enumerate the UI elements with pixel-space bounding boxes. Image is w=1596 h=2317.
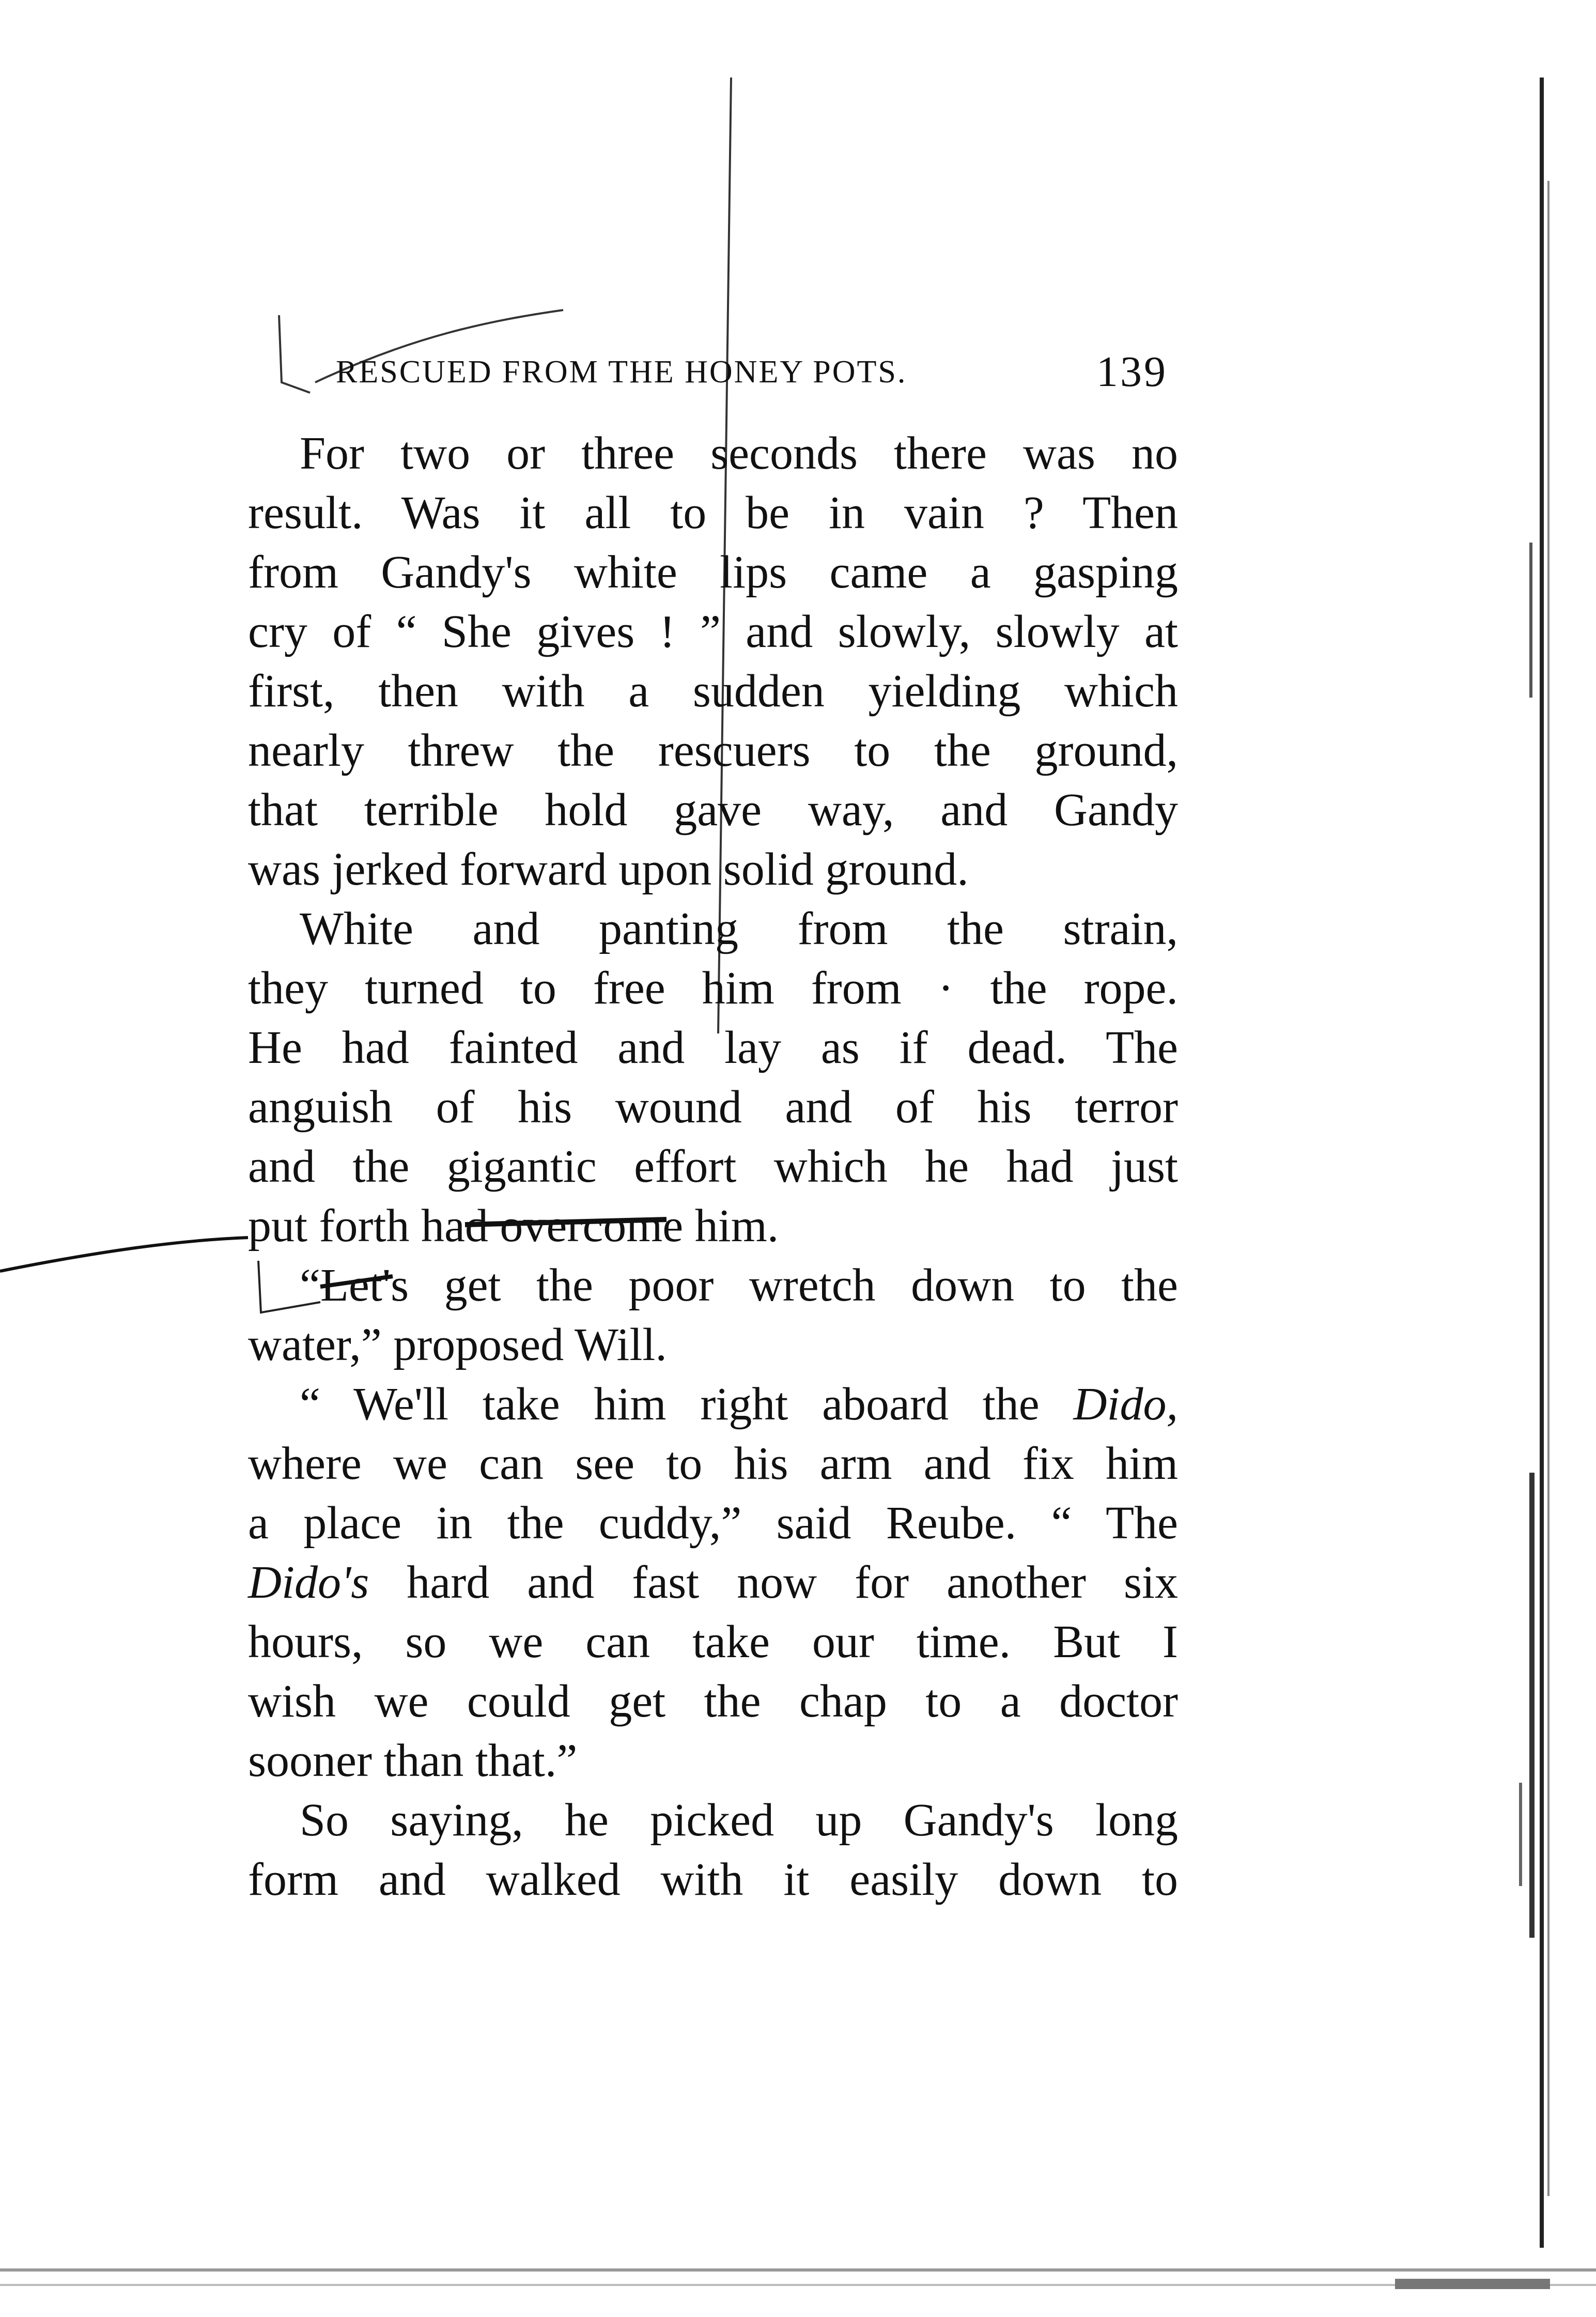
text-line: For two or three seconds there was no bbox=[300, 428, 1178, 479]
text-line: result. Was it all to be in vain ? Then bbox=[248, 487, 1178, 538]
text-line: cry of “ She gives ! ” and slowly, slowly at bbox=[248, 606, 1178, 657]
text-line: White and panting from the strain, bbox=[300, 903, 1178, 954]
running-title: RESCUED FROM THE HONEY POTS. bbox=[336, 354, 907, 390]
text-line: sooner than that.” bbox=[248, 1735, 578, 1786]
text-line: from Gandy's white lips came a gasping bbox=[248, 547, 1178, 598]
scan-edge-right bbox=[1498, 78, 1560, 2248]
text-line: So saying, he picked up Gandy's long bbox=[300, 1795, 1178, 1846]
text-line: and the gigantic effort which he had just bbox=[248, 1141, 1178, 1192]
text-line: put forth had overcome him. bbox=[248, 1200, 779, 1252]
text-line-part: hard and fast now for another six bbox=[407, 1557, 1178, 1608]
text-line-part: “ We'll take him right aboard the bbox=[300, 1379, 1040, 1430]
text-line: wish we could get the chap to a doctor bbox=[248, 1676, 1178, 1727]
text-line: He had fainted and lay as if dead. The bbox=[248, 1022, 1178, 1073]
text-line: water,” proposed Will. bbox=[248, 1319, 667, 1370]
text-line: a place in the cuddy,” said Reube. “ The bbox=[248, 1497, 1178, 1549]
text-line: first, then with a sudden yielding which bbox=[248, 666, 1178, 717]
scan-edge-bottom bbox=[0, 2222, 1596, 2317]
text-line: they turned to free him from · the rope. bbox=[248, 963, 1178, 1014]
italic-ship-name: Dido's bbox=[248, 1557, 369, 1608]
text-line: nearly threw the rescuers to the ground, bbox=[248, 725, 1178, 776]
text-line: was jerked forward upon solid ground. bbox=[248, 844, 969, 895]
italic-ship-name: Dido, bbox=[1073, 1379, 1178, 1430]
body-text bbox=[248, 424, 1178, 1909]
text-line bbox=[248, 1374, 1178, 1434]
running-header bbox=[331, 344, 1168, 400]
text-line bbox=[248, 1553, 1178, 1612]
text-line: hours, so we can take our time. But I bbox=[248, 1616, 1178, 1667]
text-line: that terrible hold gave way, and Gandy bbox=[248, 784, 1178, 836]
text-line: form and walked with it easily down to bbox=[248, 1854, 1178, 1905]
page-number: 139 bbox=[1096, 348, 1168, 396]
text-line: anguish of his wound and of his terror bbox=[248, 1082, 1178, 1133]
text-line: where we can see to his arm and fix him bbox=[248, 1438, 1178, 1489]
text-line: “Let's get the poor wretch down to the bbox=[300, 1260, 1178, 1311]
